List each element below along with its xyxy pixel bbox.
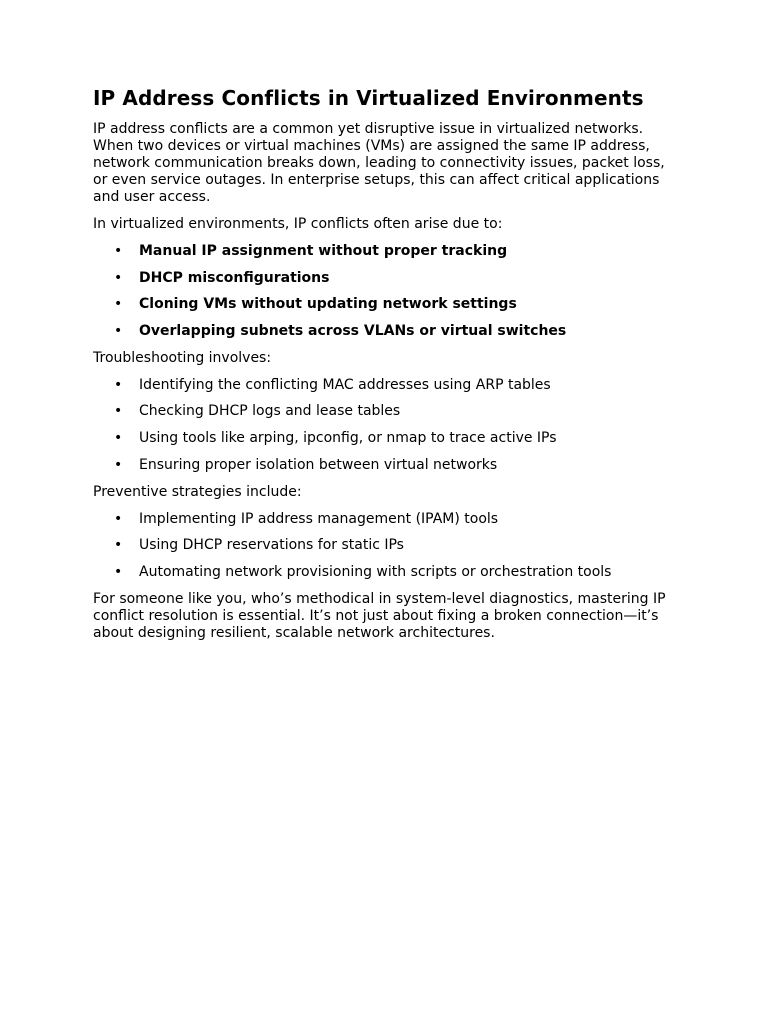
- list-item: [93, 243, 683, 260]
- document-title: IP Address Conflicts in Virtualized Environments: [93, 86, 644, 110]
- list-item: [93, 430, 683, 447]
- intro-paragraph: IP address conflicts are a common yet disruptive issue in virtualized networks. When two devices or virtual machines (VMs) are assigned the same IP address, network communication breaks down, leading to connectivity issues, packet loss, or even service outages. In enterprise setups, this can affect critical applications and user access.: [93, 121, 665, 205]
- list-item: [93, 323, 683, 340]
- bullet-icon: •: [114, 456, 123, 473]
- conclusion-paragraph: For someone like you, who’s methodical in system-level diagnostics, mastering IP conflict resolution is essential. It’s not just about fixing a broken connection—it’s about designing resilient, scalable network architectures.: [93, 590, 666, 641]
- document-page: [93, 86, 683, 652]
- list-item: [93, 403, 683, 420]
- prevention-list: [93, 511, 683, 581]
- bullet-icon: •: [114, 563, 123, 580]
- list-item-text: Identifying the conflicting MAC addresses using ARP tables: [139, 376, 551, 393]
- list-item-text: DHCP misconfigurations: [139, 269, 330, 286]
- list-item-text: Implementing IP address management (IPAM) tools: [139, 510, 499, 527]
- list-item-text: Using DHCP reservations for static IPs: [139, 537, 404, 554]
- bullet-icon: •: [114, 296, 123, 313]
- list-item-text: Overlapping subnets across VLANs or virtual switches: [139, 323, 567, 340]
- troubleshooting-intro: Troubleshooting involves:: [93, 349, 272, 366]
- list-item: [93, 564, 683, 581]
- list-item-text: Cloning VMs without updating network settings: [139, 296, 517, 313]
- bullet-icon: •: [114, 323, 123, 340]
- bullet-icon: •: [114, 376, 123, 393]
- causes-intro: In virtualized environments, IP conflicts often arise due to:: [93, 216, 503, 232]
- list-item-text: Ensuring proper isolation between virtual networks: [139, 456, 498, 473]
- causes-list: [93, 243, 683, 340]
- bullet-icon: •: [114, 430, 123, 447]
- list-item: [93, 457, 683, 474]
- list-item: [93, 296, 683, 313]
- bullet-icon: •: [114, 269, 123, 286]
- bullet-icon: •: [114, 537, 123, 554]
- bullet-icon: •: [114, 510, 123, 527]
- list-item-text: Checking DHCP logs and lease tables: [139, 403, 401, 420]
- list-item-text: Automating network provisioning with scripts or orchestration tools: [139, 563, 612, 580]
- list-item-text: Using tools like arping, ipconfig, or nmap to trace active IPs: [139, 430, 557, 447]
- troubleshooting-list: [93, 377, 683, 474]
- list-item: [93, 377, 683, 394]
- prevention-intro: Preventive strategies include:: [93, 483, 302, 500]
- list-item-text: Manual IP assignment without proper tracking: [139, 243, 508, 259]
- list-item: [93, 511, 683, 528]
- list-item: [93, 537, 683, 554]
- bullet-icon: •: [114, 403, 123, 420]
- bullet-icon: •: [114, 243, 123, 259]
- list-item: [93, 270, 683, 287]
